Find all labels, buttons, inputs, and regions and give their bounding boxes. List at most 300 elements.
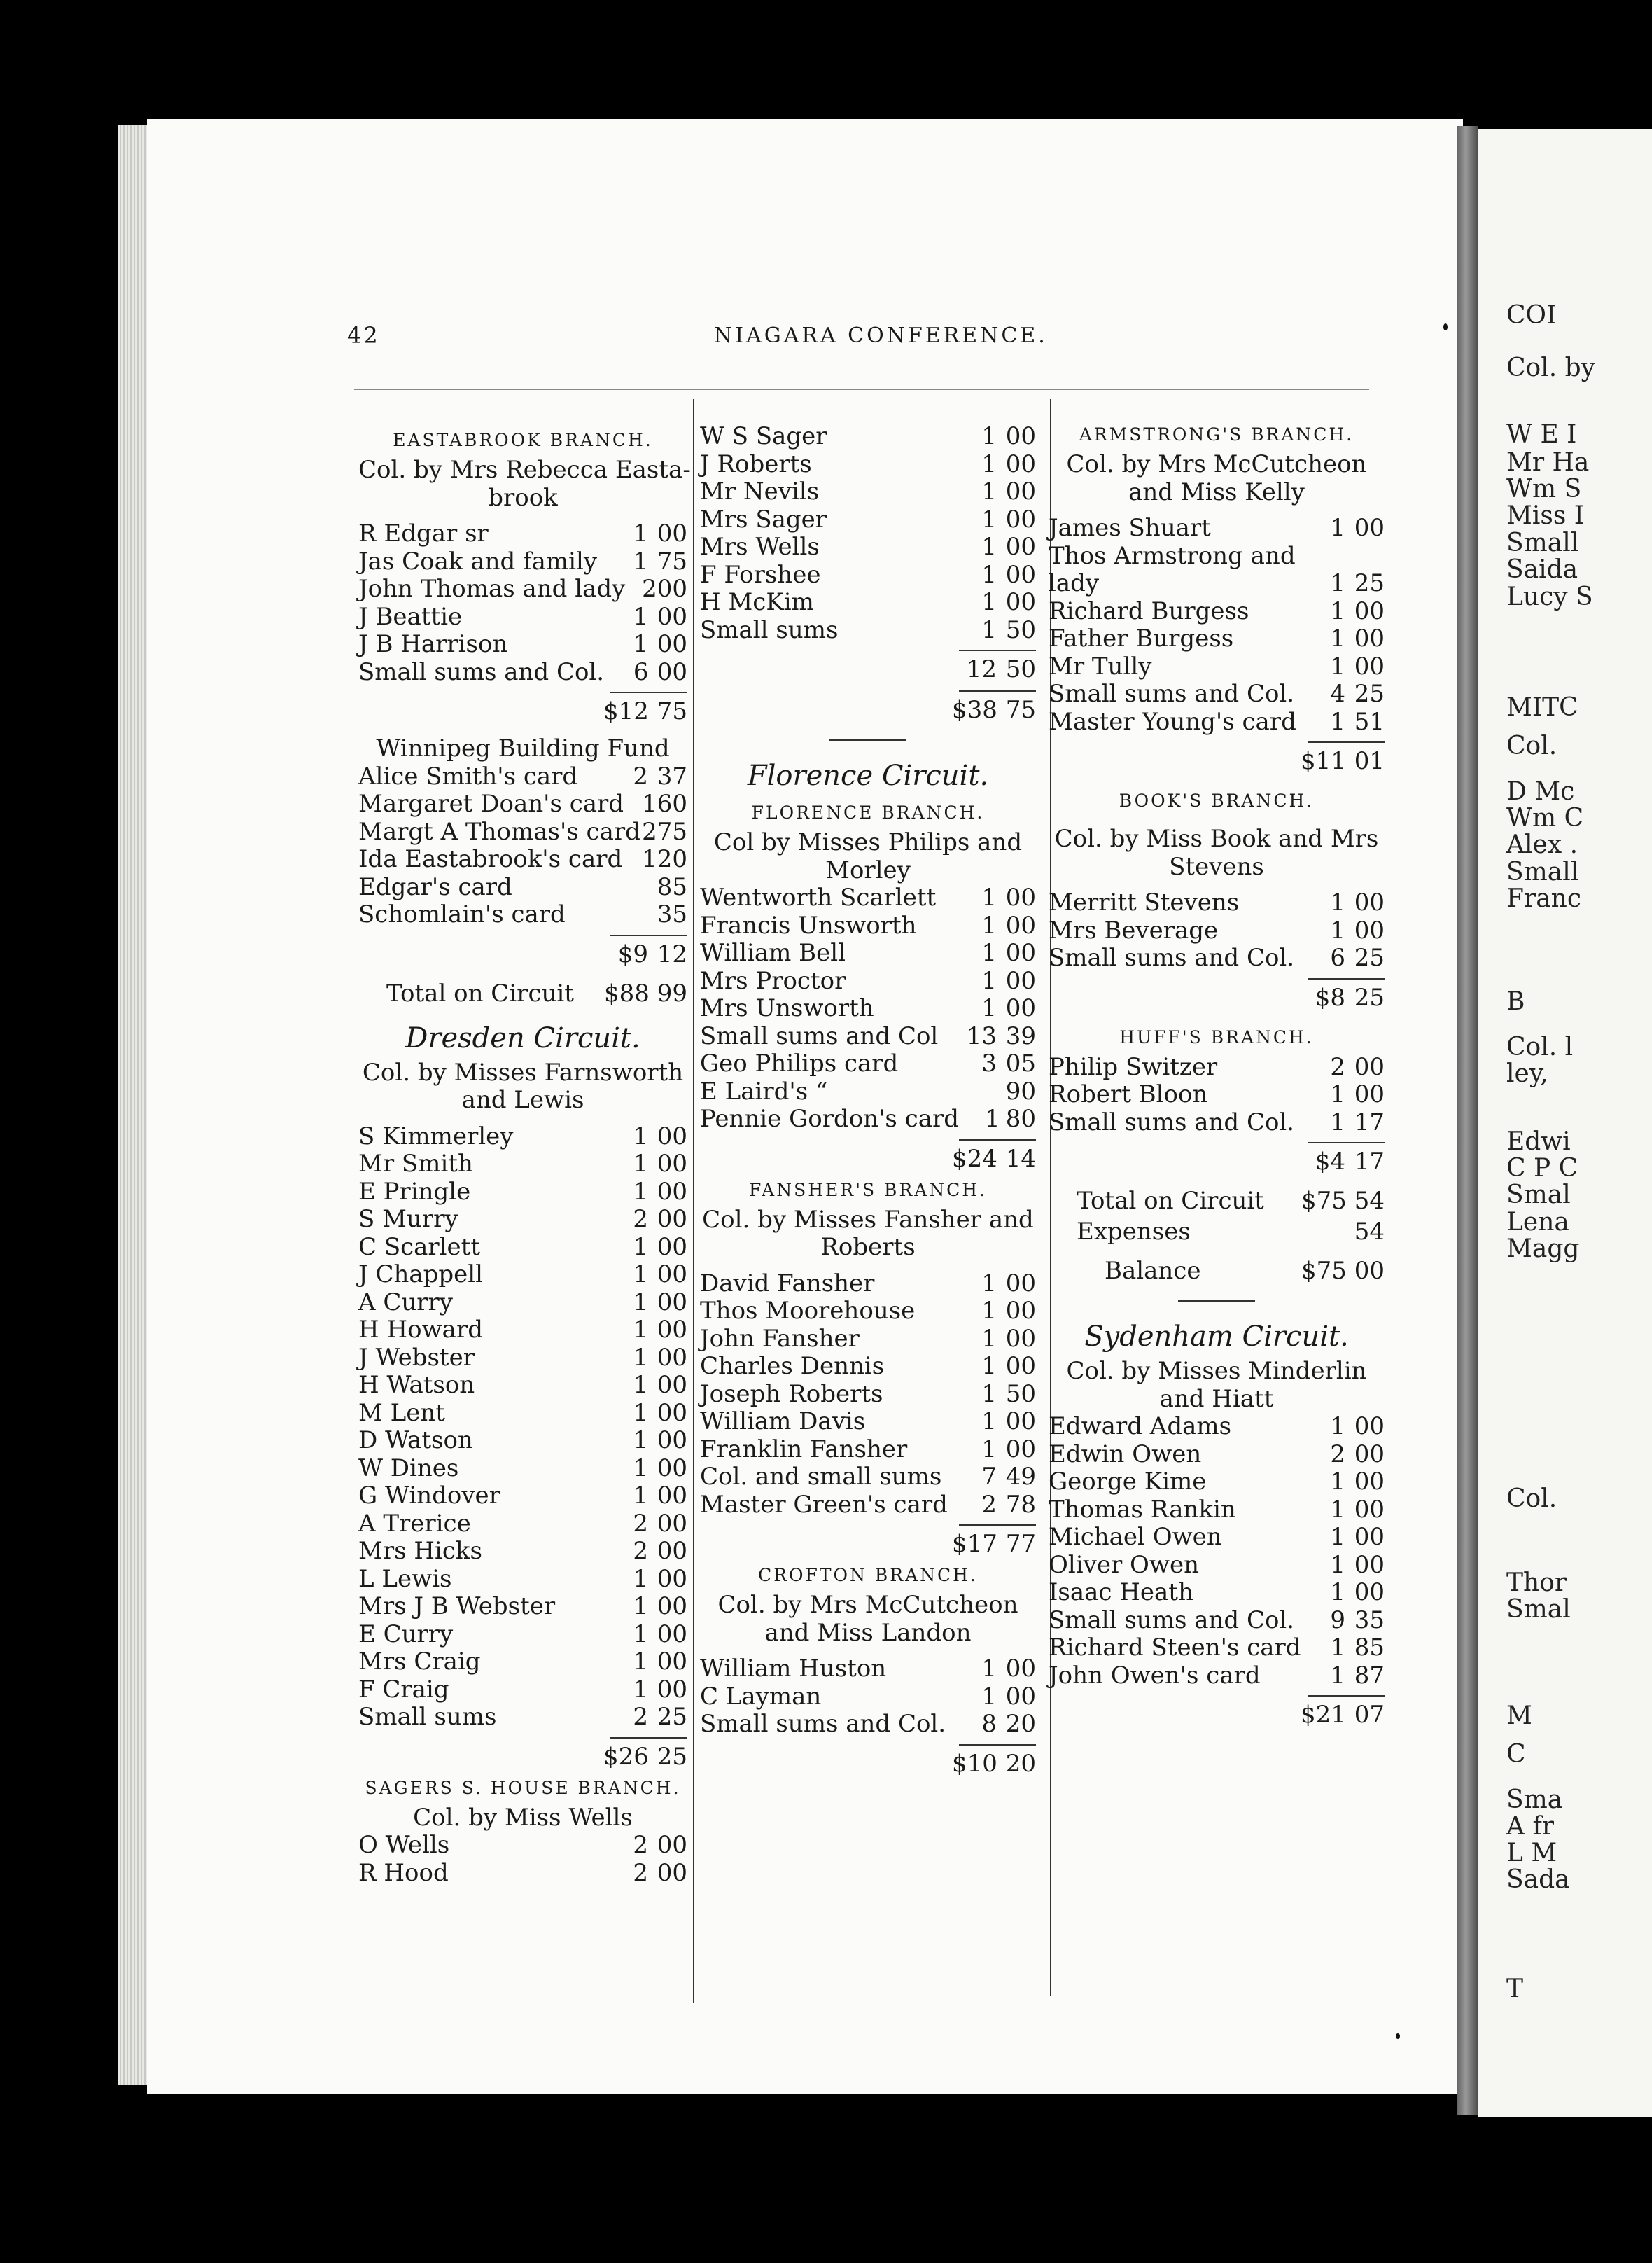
total-cents: 12 (657, 940, 687, 968)
contributor-name: Alice Smith's card (358, 762, 578, 791)
amount-dollars: 1 (633, 1343, 648, 1372)
amount-cents: 90 (1005, 1077, 1036, 1106)
collector-line: Roberts (820, 1233, 916, 1261)
ledger-row (358, 1261, 687, 1289)
amount-cents: 00 (1005, 939, 1036, 967)
ledger-row (1049, 570, 1385, 598)
contributor-name: Margaret Doan's card (358, 790, 624, 818)
total-dollars: $9 (617, 940, 648, 968)
ledger-row (700, 1023, 1036, 1051)
amount-dollars: 1 (633, 1398, 648, 1427)
ledger-row (1049, 1496, 1385, 1524)
amount-cents: 00 (657, 657, 687, 686)
ink-speck (1443, 323, 1448, 330)
ledger-row (700, 995, 1036, 1023)
ledger-row (700, 506, 1036, 534)
facing-page-text: COI (1506, 301, 1557, 330)
amount-dollars: 1 (633, 1288, 648, 1316)
contributor-name: D Watson (358, 1426, 473, 1454)
contributor-name: A Trerice (358, 1509, 471, 1538)
contributor-name: Mr Nevils (700, 478, 820, 506)
contributor-name: Ida Eastabrook's card (358, 845, 623, 873)
collector-line: Col. by Misses Farnsworth (362, 1058, 684, 1087)
total-dollars: $75 (1301, 1187, 1347, 1215)
amount-cents: 00 (1354, 1495, 1385, 1524)
amount-dollars: 1 (633, 1371, 648, 1399)
total-rule (1308, 1695, 1385, 1697)
ledger-row (358, 1510, 687, 1538)
ledger-row (700, 478, 1036, 506)
ledger-row (1049, 1413, 1385, 1441)
amount-cents: 00 (1354, 1523, 1385, 1551)
amount-cents: 05 (1005, 1050, 1036, 1078)
contributor-name: C Scarlett (358, 1232, 481, 1261)
amount-cents: 00 (1354, 1468, 1385, 1496)
amount-dollars: 1 (1330, 1550, 1345, 1579)
ledger-row (358, 604, 687, 632)
facing-page-text: Col. by (1506, 354, 1596, 382)
contributor-name: Master Green's card (700, 1490, 948, 1519)
amount-dollars: 2 (1330, 1440, 1345, 1468)
amount-dollars: 1 (1330, 1468, 1345, 1496)
amount-dollars: 1 (1330, 1578, 1345, 1606)
facing-page-text: C (1506, 1740, 1526, 1769)
amount-dollars: 6 (633, 657, 649, 686)
contributor-name: Charles Dennis (700, 1352, 885, 1380)
total-cents: 54 (1354, 1187, 1385, 1215)
amount-cents: 00 (657, 1205, 687, 1233)
ledger-row (700, 423, 1036, 451)
contributor-name: Mrs Sager (700, 505, 827, 534)
amount-cents (1345, 543, 1385, 571)
ledger-row (358, 763, 687, 791)
amount-dollars: 1 (1330, 1523, 1345, 1551)
ledger-row (1049, 889, 1385, 917)
contributor-name: Philip Switzer (1049, 1052, 1218, 1081)
ledger-row (1049, 1662, 1385, 1690)
contributor-name: S Kimmerley (358, 1122, 514, 1150)
contributor-name: H McKim (700, 588, 814, 616)
ledger-row (358, 1648, 687, 1676)
facing-page-text: Lena (1506, 1208, 1569, 1237)
ledger-row (700, 884, 1036, 912)
total-rule (1308, 1142, 1385, 1143)
amount-dollars: 1 (981, 1324, 997, 1353)
amount-dollars: 1 (1330, 652, 1345, 681)
amount-dollars: 1 (1330, 514, 1345, 542)
amount-cents: 00 (657, 1177, 687, 1206)
contributor-name: Edward Adams (1049, 1412, 1232, 1440)
amount-cents: 25 (1354, 944, 1385, 972)
total-rule (959, 1139, 1036, 1141)
total-dollars: $8 (1315, 983, 1345, 1012)
total-cents: 50 (1005, 655, 1036, 683)
total-cents: 14 (1005, 1144, 1036, 1173)
total-cents: 25 (657, 1742, 687, 1771)
amount-dollars: 1 (633, 1316, 648, 1344)
ledger-row (1049, 1579, 1385, 1607)
amount-cents: 00 (657, 575, 687, 603)
ledger-row (1049, 598, 1385, 626)
contributor-name: E Pringle (358, 1177, 471, 1206)
contributor-name: John Fansher (700, 1324, 860, 1353)
contributor-name: Isaac Heath (1049, 1578, 1194, 1606)
facing-page-text: C P C (1506, 1154, 1578, 1183)
ledger-row (700, 1050, 1036, 1078)
amount-dollars: 2 (642, 575, 657, 603)
amount-cents: 00 (1354, 652, 1385, 681)
contributor-name: J Webster (358, 1343, 475, 1372)
section-subtitle: Winnipeg Building Fund (376, 734, 670, 763)
total-rule (610, 935, 687, 936)
facing-page-text: Col. l (1506, 1033, 1574, 1061)
total-dollars: $10 (952, 1749, 997, 1778)
ledger-row (358, 659, 687, 687)
facing-page-text: Saida (1506, 555, 1578, 584)
contributor-name: Margt A Thomas's card (358, 817, 640, 846)
ledger-row (700, 1711, 1036, 1739)
header-rule (354, 389, 1369, 390)
amount-cents: 00 (1005, 1269, 1036, 1297)
total-rule (959, 650, 1036, 651)
amount-dollars: 1 (981, 1407, 997, 1435)
ledger-row (358, 1427, 687, 1455)
contributor-name: James Shuart (1049, 514, 1211, 542)
amount-cents: 00 (657, 630, 687, 658)
ledger-row (1049, 1607, 1385, 1635)
amount-dollars: 1 (1330, 1412, 1345, 1440)
facing-page-text: Lucy S (1506, 583, 1593, 611)
contributor-name: Thomas Rankin (1049, 1495, 1236, 1524)
amount-dollars: 1 (1330, 916, 1345, 945)
contributor-name: lady (1049, 569, 1100, 597)
amount-dollars: 1 (633, 1150, 648, 1178)
ledger-row (700, 1297, 1036, 1325)
facing-page-text: T (1506, 1975, 1524, 2003)
facing-page-text: M (1506, 1701, 1532, 1730)
ledger-row (700, 1683, 1036, 1711)
contributor-name: Master Young's card (1049, 707, 1296, 736)
amount-dollars: 2 (633, 1205, 648, 1233)
ledger-row (1049, 1524, 1385, 1552)
amount-dollars: 8 (981, 1710, 997, 1738)
contributor-name: George Kime (1049, 1468, 1207, 1496)
branch-total (358, 1741, 687, 1772)
section-heading: BOOK'S BRANCH. (1119, 791, 1315, 811)
column-divider (693, 399, 694, 2003)
contributor-name: Small sums and Col. (1049, 1606, 1295, 1634)
amount-dollars: 2 (633, 1858, 648, 1887)
summary-row (1049, 1216, 1385, 1247)
contributor-name: Thos Armstrong and (1049, 541, 1296, 570)
amount-dollars: 1 (633, 1482, 648, 1510)
facing-page-text: Small (1506, 529, 1579, 557)
facing-page-text: Miss I (1506, 501, 1584, 530)
amount-cents: 25 (657, 1703, 687, 1731)
contributor-name: Mr Tully (1049, 652, 1152, 681)
collector-line: Col by Misses Philips and (713, 828, 1023, 856)
amount-dollars: 1 (981, 533, 997, 561)
amount-dollars: 1 (981, 884, 997, 912)
total-cents: 01 (1354, 747, 1385, 775)
contributor-name: William Davis (700, 1407, 866, 1435)
ledger-row (1049, 515, 1385, 543)
facing-page-fragment (1478, 129, 1652, 2117)
amount-cents: 20 (1005, 1710, 1036, 1738)
contributor-name: H Watson (358, 1371, 475, 1399)
amount-cents: 00 (1005, 884, 1036, 912)
amount-dollars: 1 (981, 1269, 997, 1297)
amount-dollars: 1 (1330, 889, 1345, 917)
amount-dollars: 2 (633, 762, 648, 791)
ledger-row (358, 1621, 687, 1649)
contributor-name: Edwin Owen (1049, 1440, 1202, 1468)
contributor-name: J Chappell (358, 1260, 484, 1288)
ledger-row (358, 1593, 687, 1621)
ledger-row (358, 1289, 687, 1317)
ledger-row (358, 548, 687, 576)
contributor-name: Schomlain's card (358, 900, 566, 928)
contributor-name: Oliver Owen (1049, 1550, 1200, 1579)
total-rule (1308, 978, 1385, 980)
amount-dollars: 1 (633, 1648, 648, 1676)
amount-dollars (603, 901, 648, 929)
amount-dollars: 2 (642, 817, 657, 846)
section-rule (830, 739, 906, 741)
amount-dollars: 1 (981, 1379, 997, 1408)
amount-cents: 00 (1005, 478, 1036, 506)
amount-dollars: 1 (633, 630, 648, 658)
facing-page-text: Franc (1506, 884, 1581, 913)
contributor-name: W Dines (358, 1454, 459, 1482)
contributor-name: A Curry (358, 1288, 453, 1316)
contributor-name: M Lent (358, 1398, 445, 1427)
amount-dollars: 13 (966, 1022, 997, 1050)
collector-line: and Miss Landon (764, 1618, 972, 1647)
total-dollars: $88 (604, 979, 650, 1008)
total-cents: 20 (1005, 1749, 1036, 1778)
collector-line: Col. by Misses Fansher and (702, 1205, 1034, 1234)
total-cents: 75 (657, 697, 687, 725)
ledger-row (700, 1353, 1036, 1381)
amount-cents: 00 (657, 1288, 687, 1316)
amount-dollars: 1 (981, 615, 997, 644)
amount-dollars: 1 (1330, 597, 1345, 625)
amount-dollars: 1 (633, 1564, 648, 1593)
section-heading: EASTABROOK BRANCH. (393, 430, 653, 450)
collector-line: and Hiatt (1159, 1384, 1274, 1413)
amount-dollars: 1 (981, 588, 997, 616)
ledger-row (358, 791, 687, 819)
branch-total (358, 939, 687, 970)
amount-cents: 00 (657, 1592, 687, 1620)
amount-cents: 00 (657, 1564, 687, 1593)
ledger-row (358, 819, 687, 847)
facing-page-text: Alex . (1506, 830, 1578, 859)
amount-dollars: 1 (642, 790, 657, 818)
facing-page-text: Smal (1506, 1181, 1571, 1209)
summary-label: Total on Circuit (1077, 1187, 1264, 1215)
contributor-name: Mrs J B Webster (358, 1592, 556, 1620)
contributor-name: Geo Philips card (700, 1050, 899, 1078)
amount-cents: 60 (657, 790, 687, 818)
contributor-name: Wentworth Scarlett (700, 884, 937, 912)
branch-subtotal (700, 654, 1036, 685)
contributor-name: Mrs Hicks (358, 1537, 482, 1565)
ledger-row (358, 1150, 687, 1178)
contributor-name: Merritt Stevens (1049, 889, 1240, 917)
amount-cents: 00 (1005, 560, 1036, 589)
amount-cents: 85 (1354, 1634, 1385, 1662)
contributor-name: John Thomas and lady (358, 575, 626, 603)
ledger-row (1049, 653, 1385, 681)
contributor-name: Mrs Proctor (700, 966, 846, 995)
facing-page-text: Small (1506, 858, 1579, 886)
ledger-row (358, 1123, 687, 1151)
contributor-name: Michael Owen (1049, 1523, 1222, 1551)
contributor-name: J Beattie (358, 602, 463, 631)
ledger-row (700, 1270, 1036, 1298)
amount-dollars: 2 (981, 1490, 997, 1519)
amount-cents: 00 (1005, 1435, 1036, 1463)
total-rule (610, 1737, 687, 1739)
ledger-row (700, 1106, 1036, 1134)
total-cents: 77 (1005, 1530, 1036, 1558)
contributor-name: Franklin Fansher (700, 1435, 908, 1463)
amount-cents: 00 (657, 1398, 687, 1427)
ledger-row (358, 1704, 687, 1732)
total-cents: 17 (1354, 1148, 1385, 1176)
contributor-name: Thos Moorehouse (700, 1297, 916, 1325)
amount-cents: 50 (1005, 1379, 1036, 1408)
amount-dollars: 2 (633, 1831, 648, 1859)
book-gutter (1457, 126, 1478, 2115)
summary-amount (1301, 1185, 1385, 1216)
facing-page-text: MITC (1506, 693, 1578, 722)
amount-cents: 00 (1005, 1407, 1036, 1435)
ledger-row (700, 534, 1036, 562)
section-heading: CROFTON BRANCH. (758, 1565, 978, 1585)
facing-page-text: Col. (1506, 1484, 1558, 1513)
amount-cents: 75 (657, 817, 687, 846)
facing-page-text: Thor (1506, 1568, 1567, 1597)
amount-cents: 00 (657, 1232, 687, 1261)
amount-cents: 78 (1005, 1490, 1036, 1519)
total-dollars: $17 (952, 1530, 997, 1558)
section-heading: HUFF'S BRANCH. (1119, 1026, 1314, 1047)
amount-cents: 00 (1005, 1655, 1036, 1683)
amount-dollars: 1 (642, 845, 657, 873)
contributor-name: G Windover (358, 1482, 500, 1510)
amount-dollars: 1 (981, 1297, 997, 1325)
contributor-name: Mrs Wells (700, 533, 820, 561)
amount-cents: 37 (657, 762, 687, 791)
amount-cents: 51 (1354, 707, 1385, 736)
ledger-row (700, 1655, 1036, 1683)
amount-dollars: 1 (1330, 1080, 1345, 1108)
amount-cents: 00 (1005, 450, 1036, 478)
ledger-row (358, 1178, 687, 1206)
ledger-row (358, 1566, 687, 1594)
contributor-name: Mr Smith (358, 1150, 473, 1178)
contributor-name: E Curry (358, 1620, 454, 1648)
amount-cents: 20 (657, 845, 687, 873)
amount-cents: 00 (657, 1260, 687, 1288)
total-rule (959, 1744, 1036, 1746)
total-cents: 25 (1354, 983, 1385, 1012)
contributor-name: Edgar's card (358, 872, 512, 901)
amount-dollars: 7 (981, 1463, 997, 1491)
amount-cents: 00 (1005, 588, 1036, 616)
ledger-row (358, 1538, 687, 1566)
total-cents: 07 (1354, 1701, 1385, 1729)
facing-page-text: Sada (1506, 1865, 1570, 1894)
amount-dollars: 1 (1330, 1661, 1345, 1690)
branch-total (700, 1143, 1036, 1174)
contributor-name: L Lewis (358, 1564, 452, 1593)
ledger-row (358, 1455, 687, 1483)
amount-cents: 00 (657, 1537, 687, 1565)
contributor-name: Small sums (700, 615, 839, 644)
contributor-name: F Forshee (700, 560, 821, 589)
balance-row (1049, 1255, 1385, 1286)
amount-dollars: 1 (981, 1682, 997, 1711)
total-dollars: $21 (1301, 1701, 1346, 1729)
amount-cents: 00 (1005, 505, 1036, 534)
amount-cents: 00 (1005, 1324, 1036, 1353)
facing-page-text: W E I (1506, 420, 1577, 449)
ledger-row (1049, 1054, 1385, 1082)
amount-dollars: 6 (1330, 944, 1345, 972)
ledger-row (700, 1381, 1036, 1409)
collector-line: brook (488, 483, 558, 512)
amount-cents: 00 (657, 1454, 687, 1482)
ledger-row (358, 846, 687, 874)
amount-dollars: 1 (633, 1620, 648, 1648)
branch-total (700, 695, 1036, 725)
facing-page-text: L M (1506, 1839, 1558, 1867)
amount-dollars: 1 (1330, 1108, 1345, 1136)
contributor-name: David Fansher (700, 1269, 875, 1297)
ledger-row (700, 562, 1036, 590)
amount-cents: 85 (657, 872, 687, 901)
amount-dollars: 1 (633, 520, 648, 548)
amount-dollars (1301, 543, 1345, 571)
contributor-name: Joseph Roberts (700, 1379, 883, 1408)
branch-total (1049, 1146, 1385, 1177)
ledger-row (700, 1491, 1036, 1519)
section-heading: SAGERS S. HOUSE BRANCH. (365, 1777, 681, 1798)
contributor-name: Small sums and Col. (358, 657, 605, 686)
contributor-name: C Layman (700, 1682, 822, 1711)
amount-cents: 00 (657, 1343, 687, 1372)
total-rule (610, 692, 687, 693)
ledger-row (358, 901, 687, 929)
ledger-row (700, 1408, 1036, 1436)
facing-page-text: B (1506, 987, 1525, 1016)
amount-cents: 00 (1354, 514, 1385, 542)
total-dollars: $4 (1315, 1148, 1345, 1176)
amount-dollars: 1 (981, 478, 997, 506)
ledger-row (1049, 625, 1385, 653)
ledger-row (1049, 945, 1385, 973)
amount-cents: 87 (1354, 1661, 1385, 1690)
amount-dollars: 1 (981, 505, 997, 534)
amount-cents: 00 (1354, 916, 1385, 945)
contributor-name: William Huston (700, 1655, 887, 1683)
ledger-row (700, 1463, 1036, 1491)
collector-line: Col. by Mrs McCutcheon (718, 1591, 1018, 1619)
